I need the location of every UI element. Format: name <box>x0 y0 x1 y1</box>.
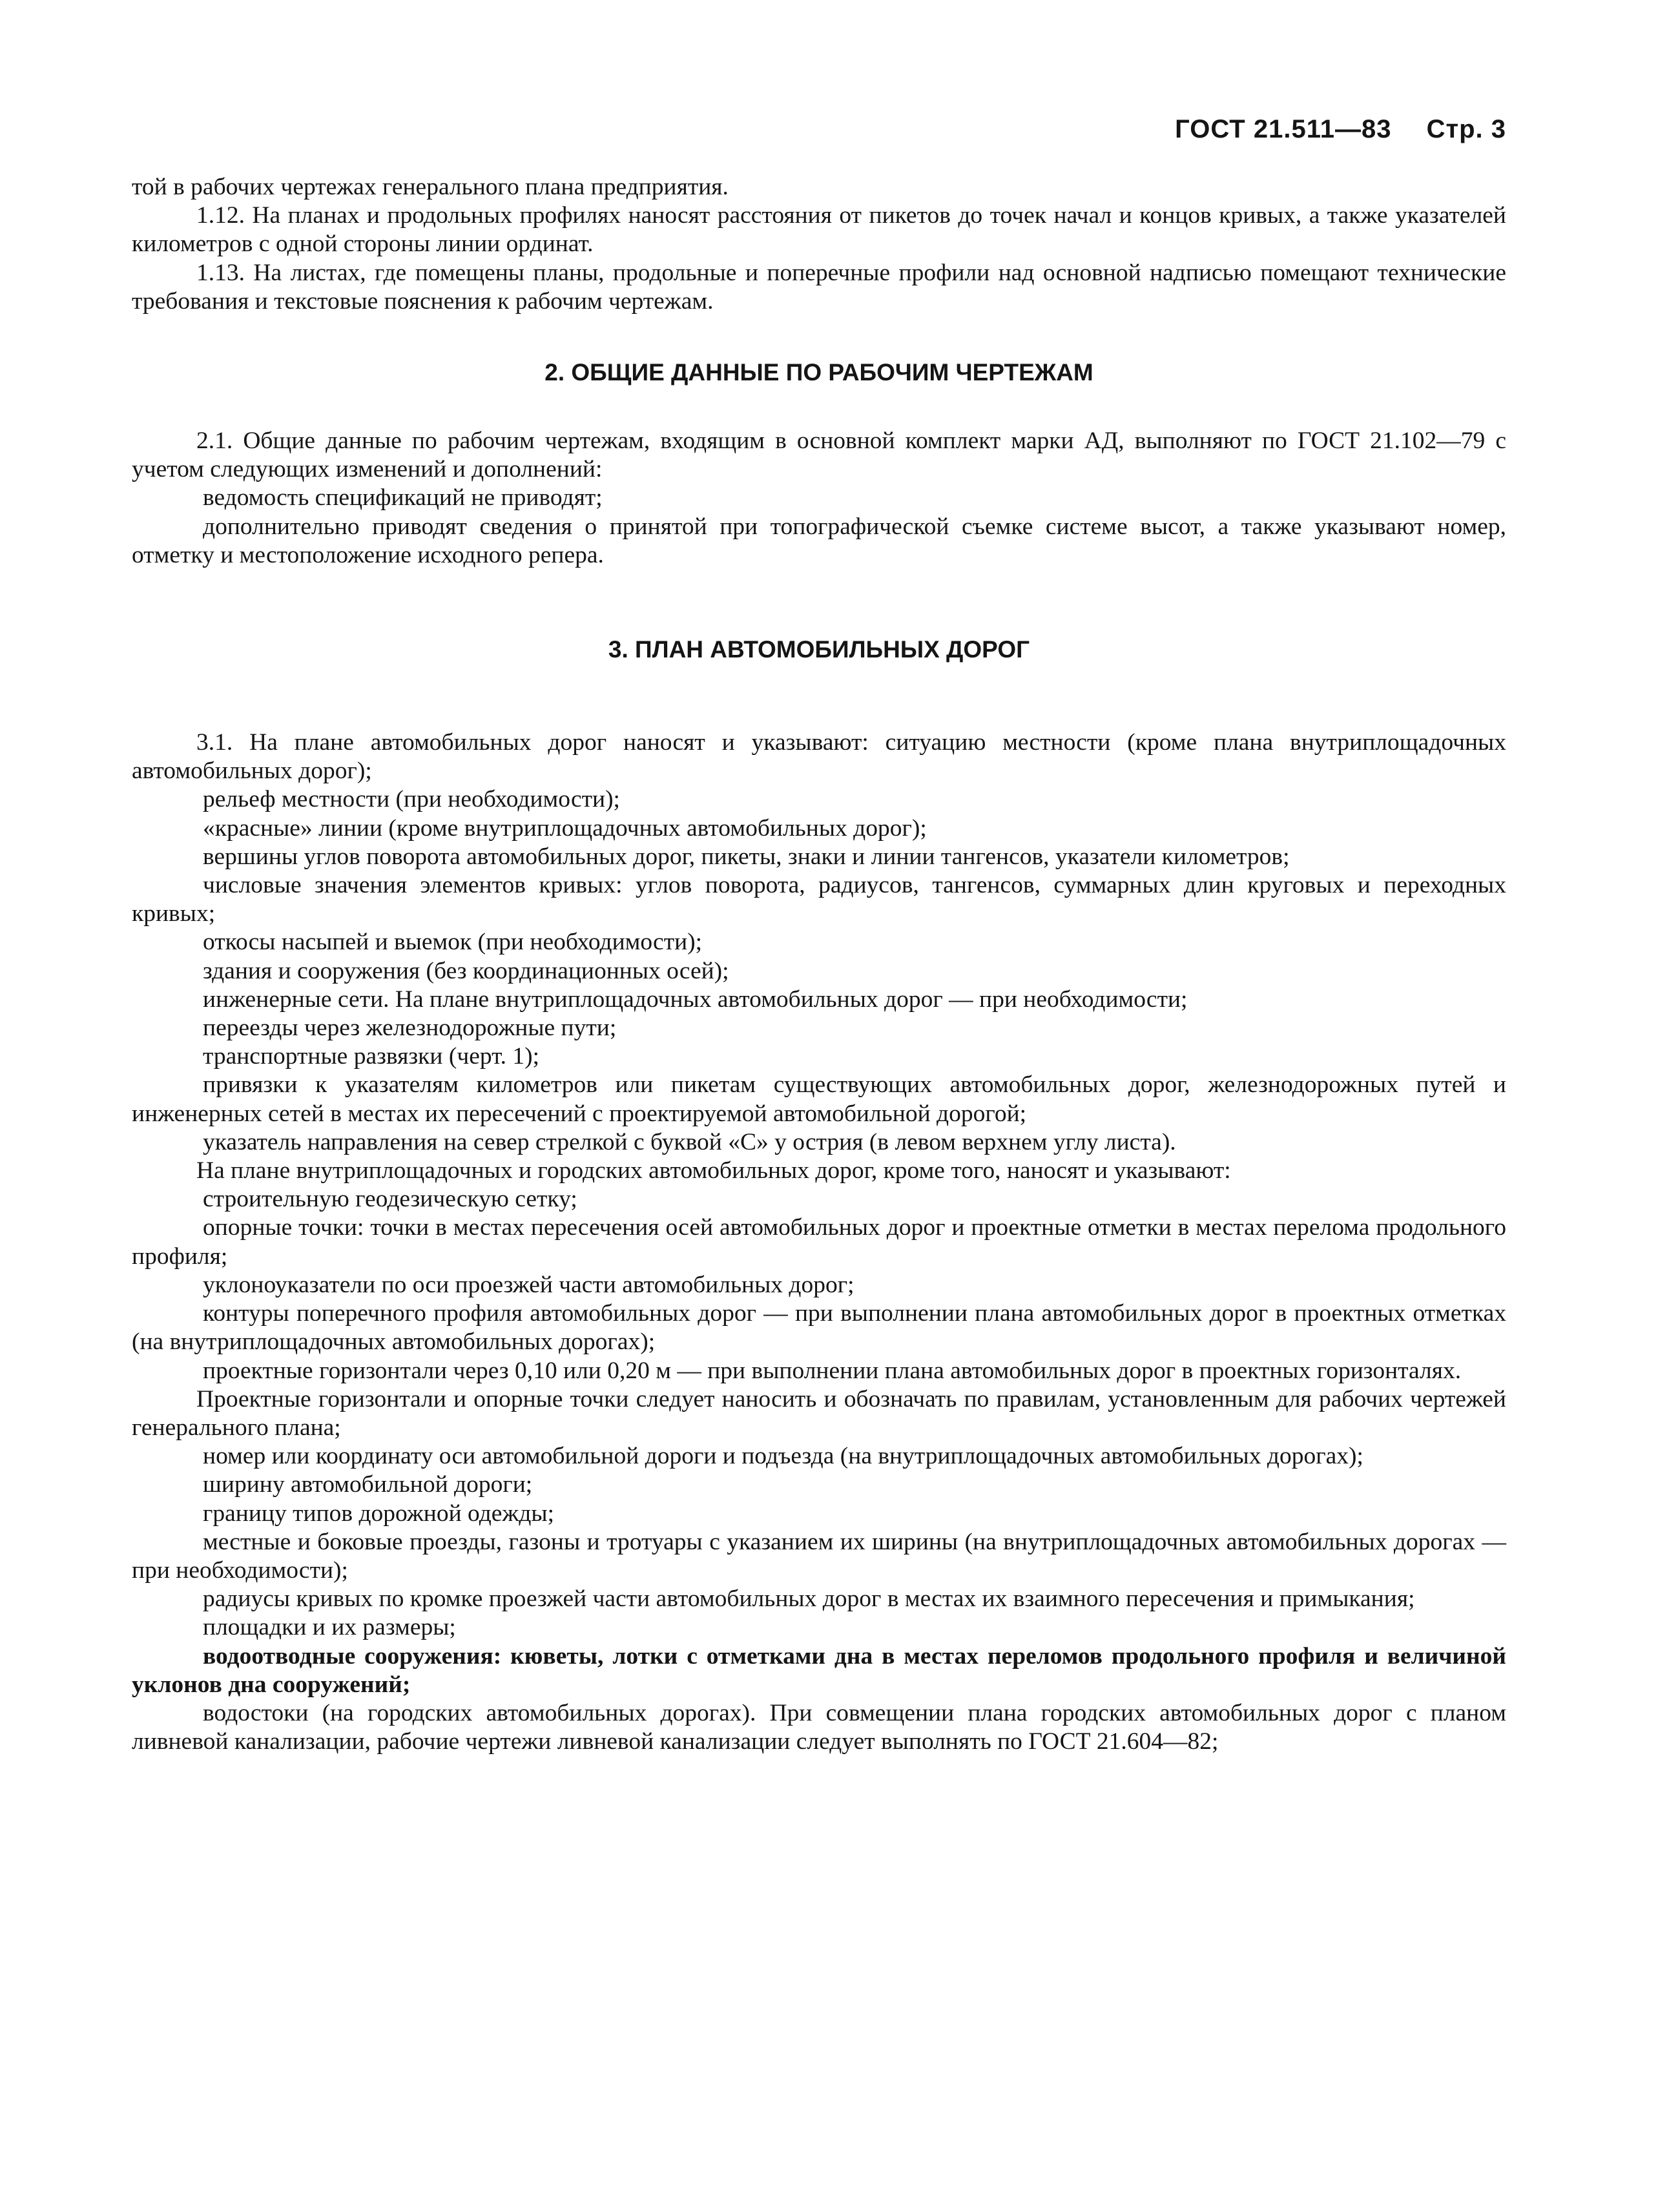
list-item: откосы насыпей и выемок (при необходимости); <box>203 929 703 956</box>
list-item: номер или координату оси автомобильной дороги и подъезда (на внутриплощадочных автомобильных дорогах); <box>203 1443 1363 1470</box>
clause-3-1: 3.1. На плане автомобильных дорог наносят и указывают: ситуацию местности (кроме плана внутриплощадочных автомобильных дорог); <box>132 729 1506 785</box>
list-item: дополнительно приводят сведения о принятой при топографической съемке системе высот, а также указывают номер, отметку и местоположение исходного репера. <box>132 513 1506 568</box>
list-item: площадки и их размеры; <box>203 1614 456 1641</box>
section-2-heading: 2. ОБЩИЕ ДАННЫЕ ПО РАБОЧИМ ЧЕРТЕЖАМ <box>544 359 1093 386</box>
list-item: проектные горизонтали через 0,10 или 0,20 м — при выполнении плана автомобильных дорог в проектных горизонталях. <box>203 1357 1462 1384</box>
list-item: водоотводные сооружения: кюветы, лотки с отметками дна в местах переломов продольного профиля и величиной уклонов дна сооружений; <box>132 1642 1506 1698</box>
list-item: уклоноуказатели по оси проезжей части автомобильных дорог; <box>203 1271 855 1298</box>
list-item: привязки к указателям километров или пикетам существующих автомобильных дорог, железнодорожных путей и инженерных сетей в местах их пересечений с проектируемой автомобильной дорогой; <box>132 1071 1506 1127</box>
list-item: инженерные сети. На плане внутриплощадочных автомобильных дорог — при необходимости; <box>203 986 1188 1013</box>
page-number: Стр. 3 <box>1426 115 1506 143</box>
section-3-heading: 3. ПЛАН АВТОМОБИЛЬНЫХ ДОРОГ <box>608 636 1030 663</box>
list-item: опорные точки: точки в местах пересечения осей автомобильных дорог и проектные отметки в местах перелома продольного профиля; <box>132 1214 1506 1270</box>
clause-1-12: 1.12. На планах и продольных профилях наносят расстояния от пикетов до точек начал и концов кривых, а также указателей километров с одной стороны линии ординат. <box>132 202 1506 258</box>
list-item: строительную геодезическую сетку; <box>203 1186 577 1213</box>
subsection-intro: На плане внутриплощадочных и городских автомобильных дорог, кроме того, наносят и указывают: <box>196 1157 1231 1184</box>
running-header <box>1175 115 1506 144</box>
continued-paragraph: той в рабочих чертежах генерального плана предприятия. <box>132 174 729 200</box>
clause-1-13: 1.13. На листах, где помещены планы, продольные и поперечные профили над основной надписью помещают технические требования и текстовые пояснения к рабочим чертежам. <box>132 259 1506 315</box>
rule-paragraph: Проектные горизонтали и опорные точки следует наносить и обозначать по правилам, установленным для рабочих чертежей генерального плана; <box>132 1385 1506 1441</box>
list-item: ведомость спецификаций не приводят; <box>203 484 603 512</box>
list-item: переезды через железнодорожные пути; <box>203 1015 617 1042</box>
list-item: ширину автомобильной дороги; <box>203 1471 533 1498</box>
list-item: местные и боковые проезды, газоны и тротуары с указанием их ширины (на внутриплощадочных автомобильных дорогах — при необходимости); <box>132 1528 1506 1584</box>
list-item: радиусы кривых по кромке проезжей части автомобильных дорог в местах их взаимного пересечения и примыкания; <box>203 1586 1415 1613</box>
list-item: контуры поперечного профиля автомобильных дорог — при выполнении плана автомобильных дорог в проектных отметках (на внутриплощадочных автомобильных дорогах); <box>132 1300 1506 1356</box>
standard-number: ГОСТ 21.511—83 <box>1175 115 1392 143</box>
list-item: числовые значения элементов кривых: углов поворота, радиусов, тангенсов, суммарных длин круговых и переходных кривых; <box>132 872 1506 927</box>
list-item: водостоки (на городских автомобильных дорогах). При совмещении плана городских автомобильных дорог с планом ливневой канализации, рабочие чертежи ливневой канализации следует выполнять по ГОСТ 21.604—82; <box>132 1699 1506 1755</box>
clause-2-1: 2.1. Общие данные по рабочим чертежам, входящим в основной комплект марки АД, выполняют по ГОСТ 21.102—79 с учетом следующих изменений и дополнений: <box>132 428 1506 483</box>
list-item: здания и сооружения (без координационных осей); <box>203 957 729 984</box>
list-item: «красные» линии (кроме внутриплощадочных автомобильных дорог); <box>203 814 927 842</box>
list-item: указатель направления на север стрелкой с буквой «С» у острия (в левом верхнем углу листа). <box>203 1128 1176 1155</box>
list-item: рельеф местности (при необходимости); <box>203 786 620 813</box>
list-item: вершины углов поворота автомобильных дорог, пикеты, знаки и линии тангенсов, указатели километров; <box>203 843 1290 870</box>
list-item: границу типов дорожной одежды; <box>203 1500 555 1527</box>
page-body <box>132 173 1506 1756</box>
list-item: транспортные развязки (черт. 1); <box>203 1043 540 1070</box>
